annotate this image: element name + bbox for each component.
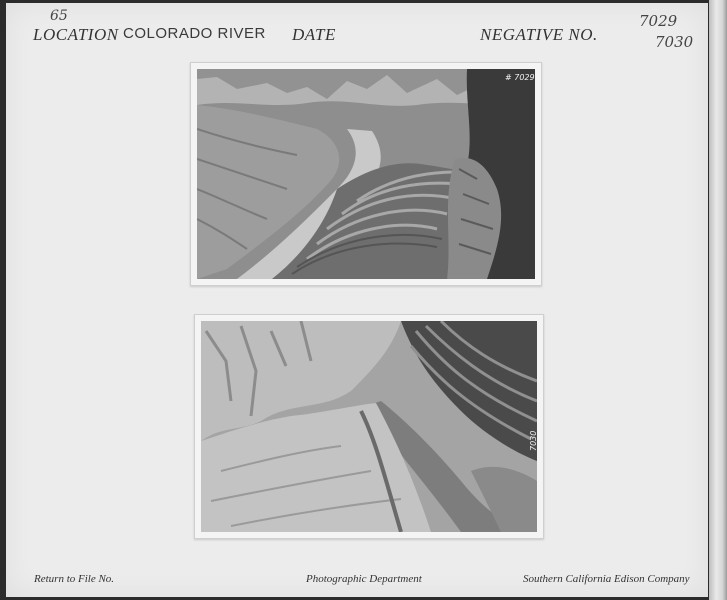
canyon-photo-bottom — [201, 321, 537, 532]
date-label: DATE — [292, 25, 336, 44]
canyon-photo-top — [197, 69, 535, 279]
record-card — [6, 3, 708, 597]
negative-number-1: 7029 — [639, 12, 678, 30]
department-label: Photographic Department — [306, 573, 422, 585]
location-label: LOCATION — [33, 25, 119, 44]
photo-top — [190, 62, 542, 286]
return-to-file-label: Return to File No. — [34, 573, 115, 585]
photo-bottom — [194, 314, 544, 539]
location-value: COLORADO RIVER — [123, 25, 266, 42]
negative-mark-top: # 7029 — [505, 73, 535, 82]
scan-edge — [709, 0, 727, 600]
corner-number: 65 — [50, 8, 68, 24]
negative-mark-bottom: 7030 — [529, 430, 538, 451]
negative-number-label: NEGATIVE NO. — [480, 25, 598, 44]
negative-number-2: 7030 — [655, 33, 694, 51]
company-label: Southern California Edison Company — [523, 573, 690, 585]
